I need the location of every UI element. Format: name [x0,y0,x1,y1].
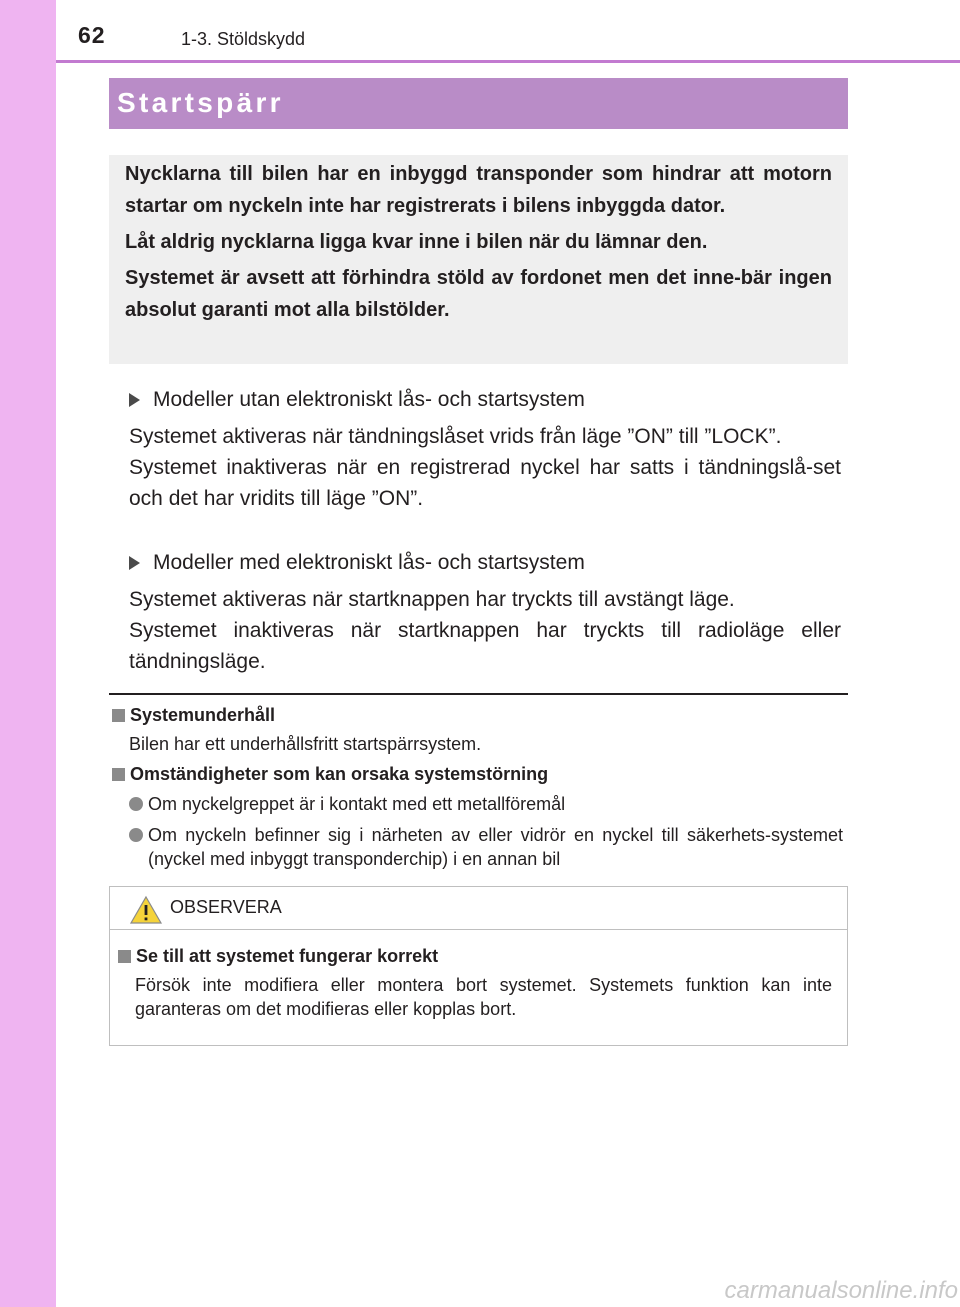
warning-label: OBSERVERA [170,897,282,917]
list-item [129,823,843,871]
model-heading-label: Modeller med elektroniskt lås- och startsystem [153,551,585,574]
section-divider [109,693,848,695]
triangle-right-icon [129,393,140,407]
list-item-text: Om nyckelgreppet är i kontakt med ett metallföremål [148,794,566,814]
model-text: Systemet inaktiveras när en registrerad nyckel har satts i tändningslå-set och det har vridits till läge ”ON”. [129,456,841,510]
model-description [129,584,841,677]
warning-heading [118,946,438,967]
list-item-text: Om nyckeln befinner sig i närheten av eller vidrör en nyckel till säkerhets-systemet (nyckel med inbyggt transponderchip) i en annan bil [148,825,843,869]
circle-bullet-icon [129,828,143,842]
circle-bullet-icon [129,797,143,811]
warning-heading-label: Se till att systemet fungerar korrekt [136,946,439,966]
model-text: Systemet aktiveras när tändningslåset vrids från läge ”ON” till ”LOCK”. [129,425,782,448]
model-text: Systemet inaktiveras när startknappen har tryckts till radioläge eller tändningsläge. [129,619,841,673]
intro-paragraph: Systemet är avsett att förhindra stöld av fordonet men det inne-bär ingen absolut garanti mot alla bilstölder. [125,267,832,321]
note-heading-label: Systemunderhåll [130,705,276,725]
intro-paragraph: Låt aldrig nycklarna ligga kvar inne i bilen när du lämnar den. [125,231,708,253]
model-heading [129,547,585,578]
warning-header [110,887,847,930]
note-text: Bilen har ett underhållsfritt startspärrsystem. [129,734,482,754]
list-item [129,792,843,816]
title-bar [109,78,848,129]
header-divider [56,60,960,63]
model-heading [129,384,585,415]
page-sidebar [0,0,56,1307]
note-heading-label: Omständigheter som kan orsaka systemstörning [130,764,549,784]
warning-box [109,886,848,1046]
warning-triangle-icon [129,895,163,925]
triangle-right-icon [129,556,140,570]
model-description [129,421,841,514]
square-icon [118,950,131,963]
model-heading-label: Modeller utan elektroniskt lås- och startsystem [153,388,585,411]
square-icon [112,709,125,722]
intro-box [109,155,848,364]
note-heading [112,705,275,726]
watermark: carmanualsonline.info [724,1277,958,1304]
warning-text: Försök inte modifiera eller montera bort systemet. Systemets funktion kan inte garanteras om det modifieras eller kopplas bort. [135,975,832,1019]
note-heading [112,764,548,785]
section-title: 1-3. Stöldskydd [181,29,306,49]
intro-paragraph: Nycklarna till bilen har en inbyggd transponder som hindrar att motorn startar om nyckeln inte har registrerats i bilens inbyggda dator. [125,163,832,217]
square-icon [112,768,125,781]
model-text: Systemet aktiveras när startknappen har tryckts till avstängt läge. [129,588,735,611]
page-number: 62 [78,22,106,48]
page-title: Startspärr [117,87,284,118]
